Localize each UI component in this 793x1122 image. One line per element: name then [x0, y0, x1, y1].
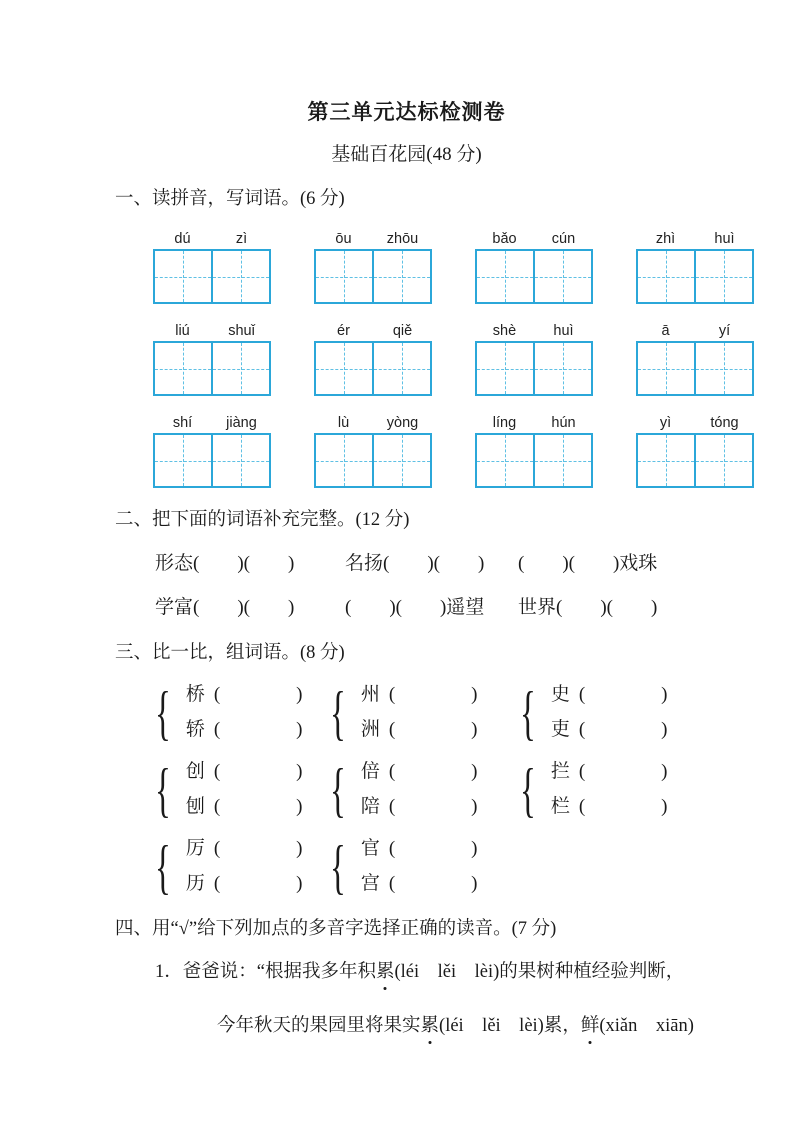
- question-line-2: [115, 1013, 698, 1040]
- writing-grid: [314, 433, 432, 488]
- pinyin-label: qiě: [392, 323, 413, 339]
- word-pair: [155, 756, 330, 823]
- compare-char: 州: [360, 684, 380, 705]
- writing-grid: [475, 249, 593, 304]
- pinyin-grid-group: [475, 323, 593, 396]
- word-completion-item: 学富( )( ): [155, 597, 295, 618]
- grid-cell: [533, 251, 591, 302]
- brace-glyph: {: [330, 679, 346, 746]
- pinyin-label: liú: [175, 323, 190, 339]
- answer-blank: ( ): [213, 761, 303, 782]
- pinyin-label: shuǐ: [228, 323, 255, 339]
- pinyin-grid-group: [636, 415, 754, 488]
- word-pair: [330, 679, 520, 746]
- compare-char: 厉: [185, 838, 205, 859]
- word-completion-item: 名扬( )( ): [345, 553, 485, 574]
- brace-glyph: {: [330, 756, 346, 823]
- word-completion-item: ( )( )戏珠: [518, 553, 658, 574]
- answer-blank: ( ): [213, 719, 303, 740]
- word-pair-row-3: [115, 833, 698, 900]
- compare-char: 桥: [185, 684, 205, 705]
- pinyin-row-2: [115, 323, 731, 396]
- grid-cell: [638, 251, 694, 302]
- answer-blank: ( ): [388, 684, 478, 705]
- pinyin-label: ér: [337, 323, 350, 339]
- section3-heading: 三、比一比，组词语。(8 分): [115, 643, 345, 663]
- grid-cell: [211, 435, 269, 486]
- question-text: (léi lěi lèi)累，: [439, 1016, 581, 1036]
- answer-blank: ( ): [578, 761, 668, 782]
- pinyin-label: hún: [551, 415, 576, 431]
- question-line-1: [115, 959, 698, 986]
- compare-char: 创: [185, 761, 205, 782]
- pinyin-label: ōu: [335, 231, 352, 247]
- pinyin-grid-group: [636, 231, 754, 304]
- grid-cell: [372, 435, 430, 486]
- pinyin-label: zhōu: [386, 231, 419, 247]
- pinyin-label: cún: [551, 231, 576, 247]
- grid-cell: [638, 435, 694, 486]
- pinyin-label: líng: [492, 415, 517, 431]
- pinyin-label: huì: [714, 231, 735, 247]
- pinyin-label: ā: [661, 323, 670, 339]
- pinyin-label: huì: [553, 323, 574, 339]
- pinyin-label: yì: [659, 415, 672, 431]
- word-completion-item: 世界( )( ): [518, 597, 658, 618]
- compare-char: 陪: [360, 796, 380, 817]
- answer-blank: ( ): [388, 719, 478, 740]
- grid-cell: [638, 343, 694, 394]
- pinyin-grid-group: [475, 415, 593, 488]
- pinyin-label: shí: [172, 415, 193, 431]
- compare-char: 史: [550, 684, 570, 705]
- question-text: 1．爸爸说：“根据我多年积: [155, 962, 376, 982]
- section2-heading: 二、把下面的词语补充完整。(12 分): [115, 510, 410, 530]
- section4-heading: 四、用“√”给下列加点的多音字选择正确的读音。(7 分): [115, 919, 557, 939]
- grid-cell: [316, 435, 372, 486]
- pinyin-label: yí: [718, 323, 731, 339]
- pinyin-grid-group: [314, 231, 432, 304]
- brace-glyph: {: [155, 679, 171, 746]
- compare-char: 历: [185, 873, 205, 894]
- pinyin-label: jiàng: [226, 415, 257, 431]
- word-pair: [520, 679, 668, 746]
- grid-cell: [155, 251, 211, 302]
- grid-cell: [694, 251, 752, 302]
- compare-char: 吏: [550, 719, 570, 740]
- brace-glyph: {: [520, 756, 536, 823]
- grid-cell: [211, 251, 269, 302]
- section1-heading: 一、读拼音，写词语。(6 分): [115, 189, 345, 209]
- compare-char: 栏: [550, 796, 570, 817]
- brace-glyph: {: [330, 833, 346, 900]
- word-pair: [330, 833, 520, 900]
- word-pair: [520, 756, 668, 823]
- word-completion-row-2: [115, 595, 698, 621]
- answer-blank: ( ): [213, 873, 303, 894]
- word-completion-row-1: [115, 551, 698, 577]
- grid-cell: [477, 251, 533, 302]
- writing-grid: [314, 249, 432, 304]
- grid-cell: [316, 343, 372, 394]
- grid-cell: [694, 435, 752, 486]
- question-text: (xiǎn xiān): [599, 1016, 694, 1036]
- compare-char: 倍: [360, 761, 380, 782]
- pinyin-label: dú: [174, 231, 191, 247]
- pinyin-row-3: [115, 415, 739, 488]
- pinyin-label: lù: [337, 415, 350, 431]
- polyphone-char: 鲜: [581, 1013, 600, 1040]
- word-pair-row-1: [115, 679, 698, 746]
- pinyin-grid-group: [153, 415, 271, 488]
- answer-blank: ( ): [213, 684, 303, 705]
- answer-blank: ( ): [388, 873, 478, 894]
- grid-cell: [477, 343, 533, 394]
- compare-char: 宫: [360, 873, 380, 894]
- pinyin-grid-group: [475, 231, 593, 304]
- brace-glyph: {: [155, 833, 171, 900]
- grid-cell: [372, 343, 430, 394]
- brace-glyph: {: [520, 679, 536, 746]
- grid-cell: [316, 251, 372, 302]
- brace-glyph: {: [155, 756, 171, 823]
- writing-grid: [153, 341, 271, 396]
- word-pair: [155, 833, 330, 900]
- pinyin-grid-group: [153, 323, 271, 396]
- pinyin-grid-group: [314, 415, 432, 488]
- writing-grid: [475, 433, 593, 488]
- page-title: 第三单元达标检测卷: [307, 101, 506, 124]
- pinyin-grid-group: [314, 323, 432, 396]
- writing-grid: [636, 249, 754, 304]
- pinyin-grid-group: [636, 323, 754, 396]
- word-pair: [155, 679, 330, 746]
- grid-cell: [533, 435, 591, 486]
- pinyin-label: zhì: [655, 231, 676, 247]
- grid-cell: [155, 343, 211, 394]
- pinyin-label: bǎo: [492, 231, 517, 247]
- writing-grid: [314, 341, 432, 396]
- compare-char: 洲: [360, 719, 380, 740]
- pinyin-label: tóng: [710, 415, 739, 431]
- word-pair: [330, 756, 520, 823]
- grid-cell: [694, 343, 752, 394]
- answer-blank: ( ): [578, 684, 668, 705]
- page-subtitle: 基础百花园(48 分): [331, 144, 482, 165]
- polyphone-char: 累: [376, 959, 395, 986]
- compare-char: 官: [360, 838, 380, 859]
- grid-cell: [477, 435, 533, 486]
- grid-cell: [155, 435, 211, 486]
- answer-blank: ( ): [578, 796, 668, 817]
- polyphone-char: 累: [421, 1013, 440, 1040]
- answer-blank: ( ): [388, 761, 478, 782]
- grid-cell: [372, 251, 430, 302]
- grid-cell: [211, 343, 269, 394]
- compare-char: 轿: [185, 719, 205, 740]
- question-text: (léi lěi lèi)的果树种植经验判断，: [394, 962, 685, 982]
- writing-grid: [636, 341, 754, 396]
- word-completion-item: 形态( )( ): [155, 553, 295, 574]
- answer-blank: ( ): [578, 719, 668, 740]
- word-pair-row-2: [115, 756, 698, 823]
- grid-cell: [533, 343, 591, 394]
- answer-blank: ( ): [213, 796, 303, 817]
- pinyin-label: yòng: [386, 415, 419, 431]
- pinyin-row-1: [115, 231, 735, 304]
- compare-char: 拦: [550, 761, 570, 782]
- answer-blank: ( ): [213, 838, 303, 859]
- answer-blank: ( ): [388, 796, 478, 817]
- compare-char: 刨: [185, 796, 205, 817]
- pinyin-label: shè: [492, 323, 517, 339]
- writing-grid: [475, 341, 593, 396]
- pinyin-label: zì: [235, 231, 248, 247]
- answer-blank: ( ): [388, 838, 478, 859]
- pinyin-grid-group: [153, 231, 271, 304]
- question-text: 今年秋天的果园里将果实: [217, 1016, 421, 1036]
- writing-grid: [153, 249, 271, 304]
- word-completion-item: ( )( )遥望: [345, 597, 485, 618]
- writing-grid: [636, 433, 754, 488]
- writing-grid: [153, 433, 271, 488]
